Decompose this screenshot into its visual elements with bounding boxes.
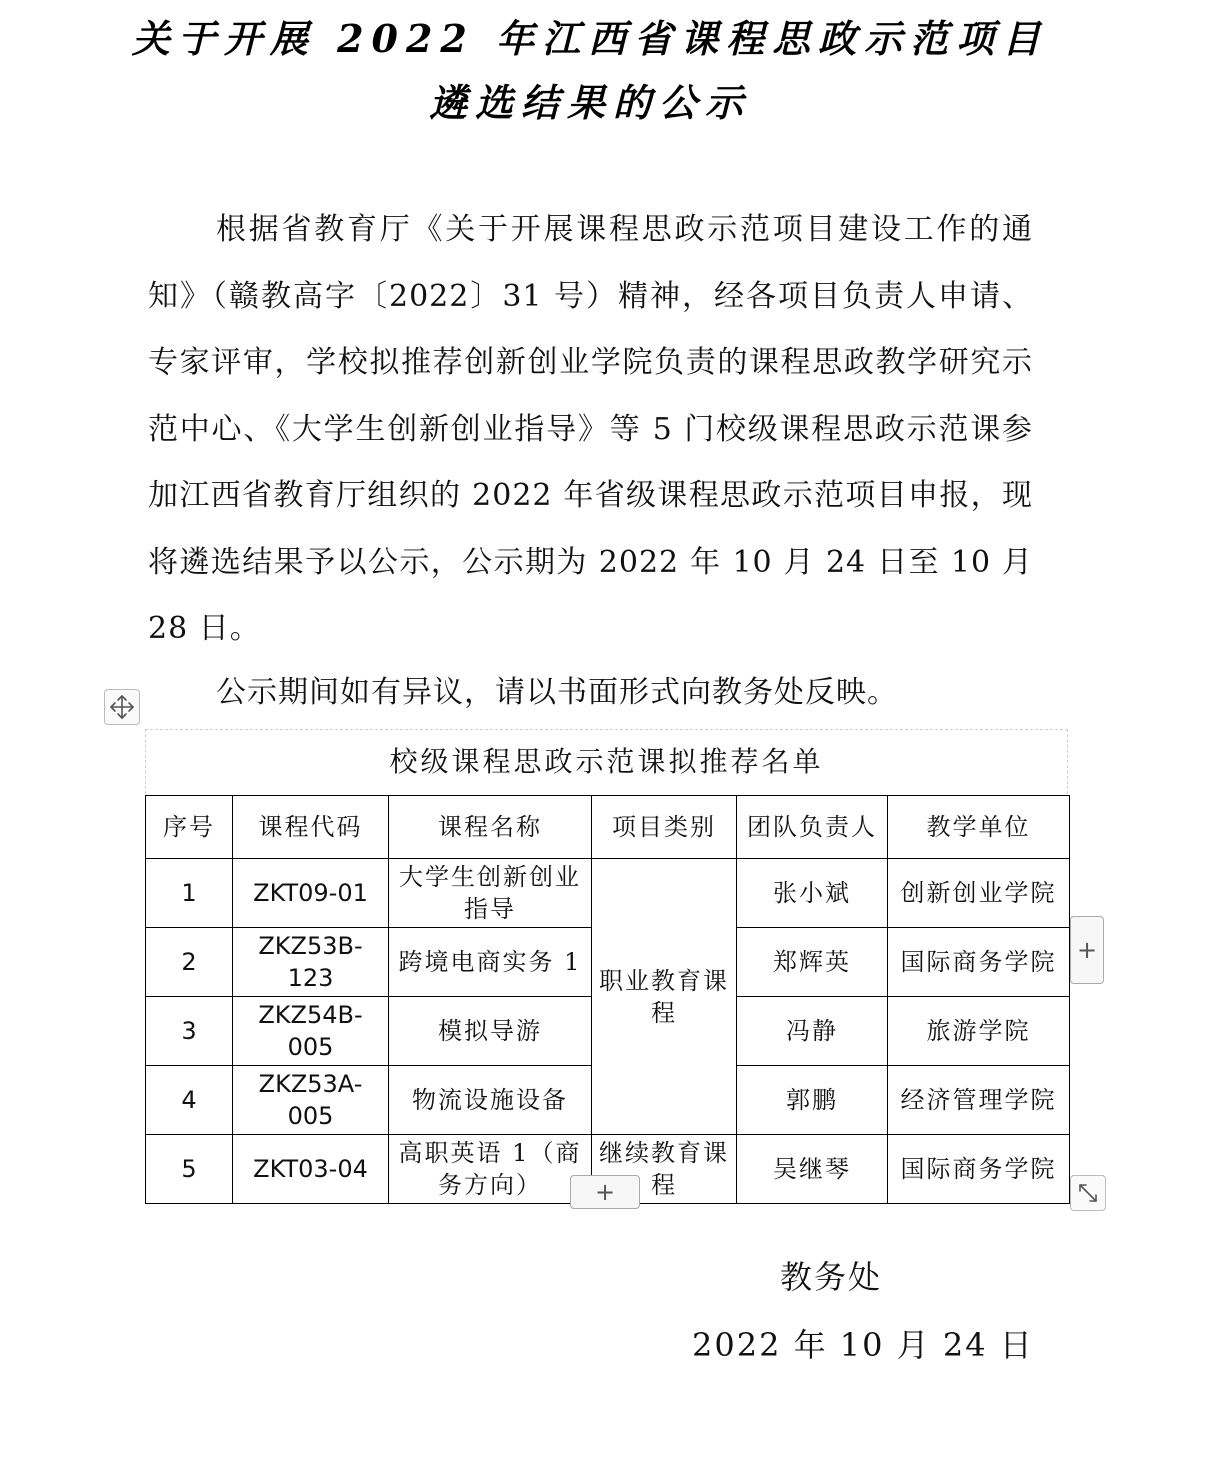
table-resize-handle[interactable] — [1070, 1175, 1106, 1211]
row-course-name: 高职英语 1（商务方向） — [389, 1135, 592, 1204]
row-unit: 创新创业学院 — [888, 859, 1070, 928]
header-code: 课程代码 — [233, 796, 389, 859]
add-column-button[interactable] — [1070, 916, 1104, 984]
header-leader: 团队负责人 — [737, 796, 888, 859]
row-leader: 张小斌 — [737, 859, 888, 928]
add-row-button[interactable] — [570, 1175, 640, 1209]
row-no: 4 — [146, 1066, 233, 1135]
header-unit: 教学单位 — [888, 796, 1070, 859]
row-no: 5 — [146, 1135, 233, 1204]
table-caption: 校级课程思政示范课拟推荐名单 — [145, 729, 1068, 794]
document-title-line2: 遴选结果的公示 — [428, 80, 751, 125]
category-continuing: 继续教育课程 — [592, 1135, 737, 1204]
header-no: 序号 — [146, 796, 233, 859]
row-no: 2 — [146, 928, 233, 997]
row-course-name: 物流设施设备 — [389, 1066, 592, 1135]
row-leader: 冯静 — [737, 997, 888, 1066]
row-unit: 旅游学院 — [888, 997, 1070, 1066]
plus-icon: + — [1076, 936, 1098, 964]
row-code: ZKZ54B-005 — [233, 997, 389, 1066]
recommendation-table — [145, 795, 1070, 1204]
row-course-name: 模拟导游 — [389, 997, 592, 1066]
row-code: ZKT03-04 — [233, 1135, 389, 1204]
row-leader: 郭鹏 — [737, 1066, 888, 1135]
resize-diagonal-icon — [1076, 1181, 1100, 1205]
row-code: ZKZ53A-005 — [233, 1066, 389, 1135]
signature-org: 教务处 — [780, 1258, 883, 1296]
table-row — [146, 859, 1070, 928]
document-title-line1: 关于开展 2022 年江西省课程思政示范项目 — [131, 16, 1049, 61]
move-arrows-icon — [109, 694, 135, 720]
row-code: ZKT09-01 — [233, 859, 389, 928]
row-unit: 国际商务学院 — [888, 1135, 1070, 1204]
announcement-paragraph: 根据省教育厅《关于开展课程思政示范项目建设工作的通知》（赣教高字〔2022〕31 号）精神，经各项目负责人申请、专家评审，学校拟推荐创新创业学院负责的课程思政教学研究示范中心、《大学生创新创业指导》等 5 门校级课程思政示范课参加江西省教育厅组织的 2022 年省级课程思政示范项目申报，现将遴选结果予以公示，公示期为 2022 年 10 月 24 日至 10 月 28 日。 — [148, 212, 1033, 646]
row-no: 1 — [146, 859, 233, 928]
category-vocational: 职业教育课程 — [592, 859, 737, 1135]
row-unit: 国际商务学院 — [888, 928, 1070, 997]
objection-paragraph: 公示期间如有异议，请以书面形式向教务处反映。 — [216, 675, 898, 710]
row-unit: 经济管理学院 — [888, 1066, 1070, 1135]
row-no: 3 — [146, 997, 233, 1066]
table-header-row — [146, 796, 1070, 859]
table-move-handle[interactable] — [104, 689, 140, 725]
header-name: 课程名称 — [389, 796, 592, 859]
signature-date: 2022 年 10 月 24 日 — [692, 1326, 1034, 1364]
header-category: 项目类别 — [592, 796, 737, 859]
row-leader: 吴继琴 — [737, 1135, 888, 1204]
row-course-name: 大学生创新创业指导 — [389, 859, 592, 928]
row-leader: 郑辉英 — [737, 928, 888, 997]
plus-icon: + — [594, 1178, 616, 1206]
row-course-name: 跨境电商实务 1 — [389, 928, 592, 997]
row-code: ZKZ53B-123 — [233, 928, 389, 997]
